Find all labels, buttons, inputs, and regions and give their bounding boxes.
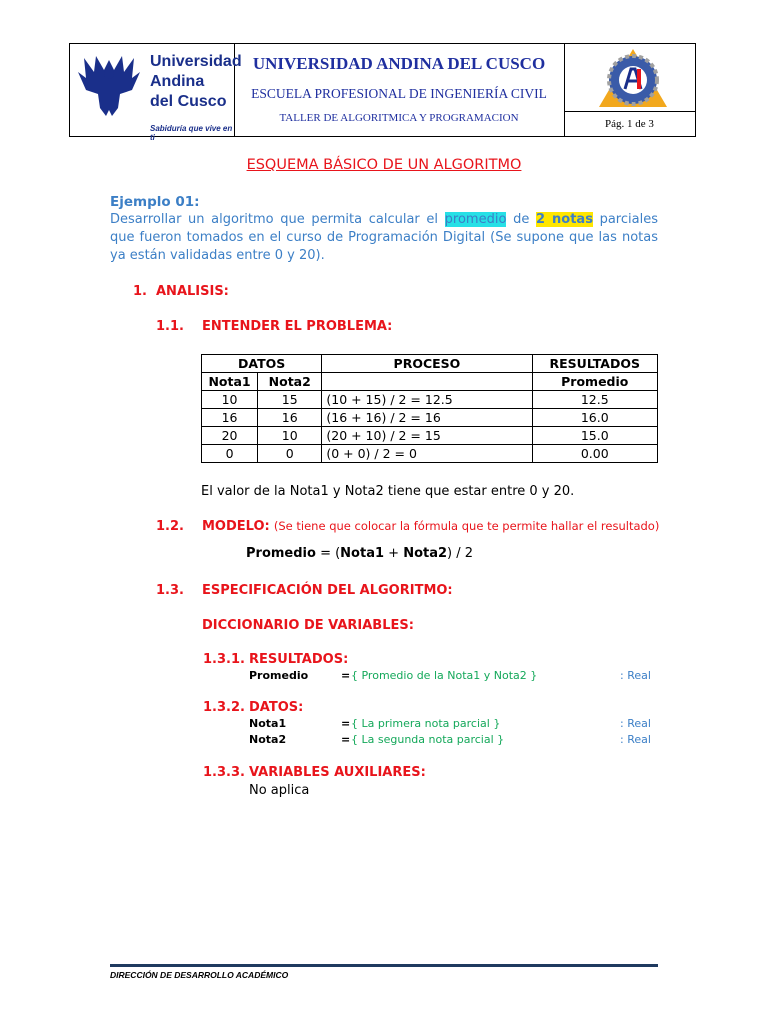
cell-nota2: 0 [258,445,322,463]
formula-promedio: Promedio [246,546,316,561]
logo-line-1: Universidad [150,53,242,70]
section-1-3-1-heading: RESULTADOS: [249,652,349,667]
var-nota1-type: : Real [620,717,651,730]
data-table [201,354,658,463]
var-promedio-type [620,669,651,682]
example-label: Ejemplo 01: [110,194,200,210]
var-nota2-type: : Real [620,733,651,746]
cell-resultado: 12.5 [532,391,658,409]
school-name: ESCUELA PROFESIONAL DE INGENIERÍA CIVIL [251,86,547,101]
cell-proceso: (16 + 16) / 2 = 16 [322,409,532,427]
logo-tagline: Sabiduría que vive en ti [150,124,233,142]
footer-rule [110,964,658,967]
dictionary-heading: DICCIONARIO DE VARIABLES: [202,618,414,633]
th-nota2: Nota2 [258,373,322,391]
formula-plus: + [384,546,404,561]
logo-line-2: Andina [150,73,205,90]
cell-nota2: 10 [258,427,322,445]
section-1-3-number: 1.3. [156,583,184,598]
var-nota2-eq: = [341,733,351,746]
var-nota1-name: Nota1 [249,717,287,730]
th-nota1: Nota1 [202,373,258,391]
th-promedio: Promedio [532,373,658,391]
section-1-3-1-number: 1.3.1. [203,652,245,667]
var-promedio-type-text: : Real [620,669,651,682]
cell-nota1: 10 [202,391,258,409]
var-promedio-name: Promedio [249,669,309,682]
cell-nota2: 15 [258,391,322,409]
section-1-number: 1. [133,284,147,299]
university-name: UNIVERSIDAD ANDINA DEL CUSCO [252,54,546,73]
th-resultados: RESULTADOS [532,355,658,373]
table-row [202,445,658,463]
logo-line-3: del Cusco [150,93,227,110]
table-row [202,427,658,445]
var-promedio-desc: { Promedio de la Nota1 y Nota2 } [351,669,538,682]
section-1-1-heading: ENTENDER EL PROBLEMA: [202,319,393,334]
section-1-3-2-number: 1.3.2. [203,700,245,715]
section-1-3-2-heading: DATOS: [249,700,304,715]
no-aplica-text: No aplica [249,783,310,798]
section-1-3-3-number: 1.3.3. [203,765,245,780]
cell-nota1: 0 [202,445,258,463]
cell-resultado: 15.0 [532,427,658,445]
formula-eq: = ( [315,546,341,561]
cell-resultado: 16.0 [532,409,658,427]
course-name: TALLER DE ALGORITMICA Y PROGRAMACION [279,112,519,124]
section-1-2-note: (Se tiene que colocar la fórmula que te permite hallar el resultado) [273,519,660,533]
var-nota2-desc: { La segunda nota parcial } [351,733,505,746]
cell-nota1: 16 [202,409,258,427]
formula [246,546,473,561]
table-row [202,409,658,427]
formula-tail: ) / 2 [447,546,474,561]
engineering-seal-icon [597,47,669,109]
table-row [202,391,658,409]
var-nota1-desc: { La primera nota parcial } [351,717,501,730]
var-promedio-eq: = [341,669,351,682]
eagle-logo-icon [76,50,142,118]
section-1-2-number: 1.2. [156,519,184,534]
cell-proceso: (20 + 10) / 2 = 15 [322,427,532,445]
example-text-pre: Desarrollar un algoritmo que permita calcular el [110,212,439,227]
th-datos: DATOS [202,355,322,373]
footer-text: DIRECCIÓN DE DESARROLLO ACADÉMICO [110,970,289,980]
logo-cell [70,44,242,142]
logo-wordmark [150,52,242,112]
cell-nota1: 20 [202,427,258,445]
range-note: El valor de la Nota1 y Nota2 tiene que estar entre 0 y 20. [201,484,575,499]
header-table [69,43,696,142]
page-title: ESQUEMA BÁSICO DE UN ALGORITMO [246,157,522,173]
cell-proceso: (0 + 0) / 2 = 0 [322,445,532,463]
example-text-post: parciales que fueron tomados en el curso de Programación Digital (Se supone que las notas ya están validadas entre 0 y 20). [110,212,658,263]
highlight-promedio: promedio [444,212,507,227]
var-nota2-name: Nota2 [249,733,287,746]
section-1-heading: ANALISIS: [156,284,229,299]
formula-nota1: Nota1 [340,546,385,561]
cell-proceso: (10 + 15) / 2 = 12.5 [322,391,532,409]
th-proceso: PROCESO [322,355,532,373]
highlight-2-notas: 2 notas [535,212,593,227]
formula-nota2: Nota2 [403,546,448,561]
example-text [110,211,658,265]
example-text-mid: de [513,212,530,227]
page-number: Pág. 1 de 3 [605,118,654,130]
th-empty [322,373,532,391]
cell-nota2: 16 [258,409,322,427]
section-1-2-line [202,519,659,534]
section-1-1-number: 1.1. [156,319,184,334]
cell-resultado: 0.00 [532,445,658,463]
section-1-3-3-heading: VARIABLES AUXILIARES: [249,765,426,780]
section-1-2-heading: MODELO: [202,519,270,534]
var-nota1-eq: = [341,717,351,730]
section-1-3-heading: ESPECIFICACIÓN DEL ALGORITMO: [202,583,453,598]
